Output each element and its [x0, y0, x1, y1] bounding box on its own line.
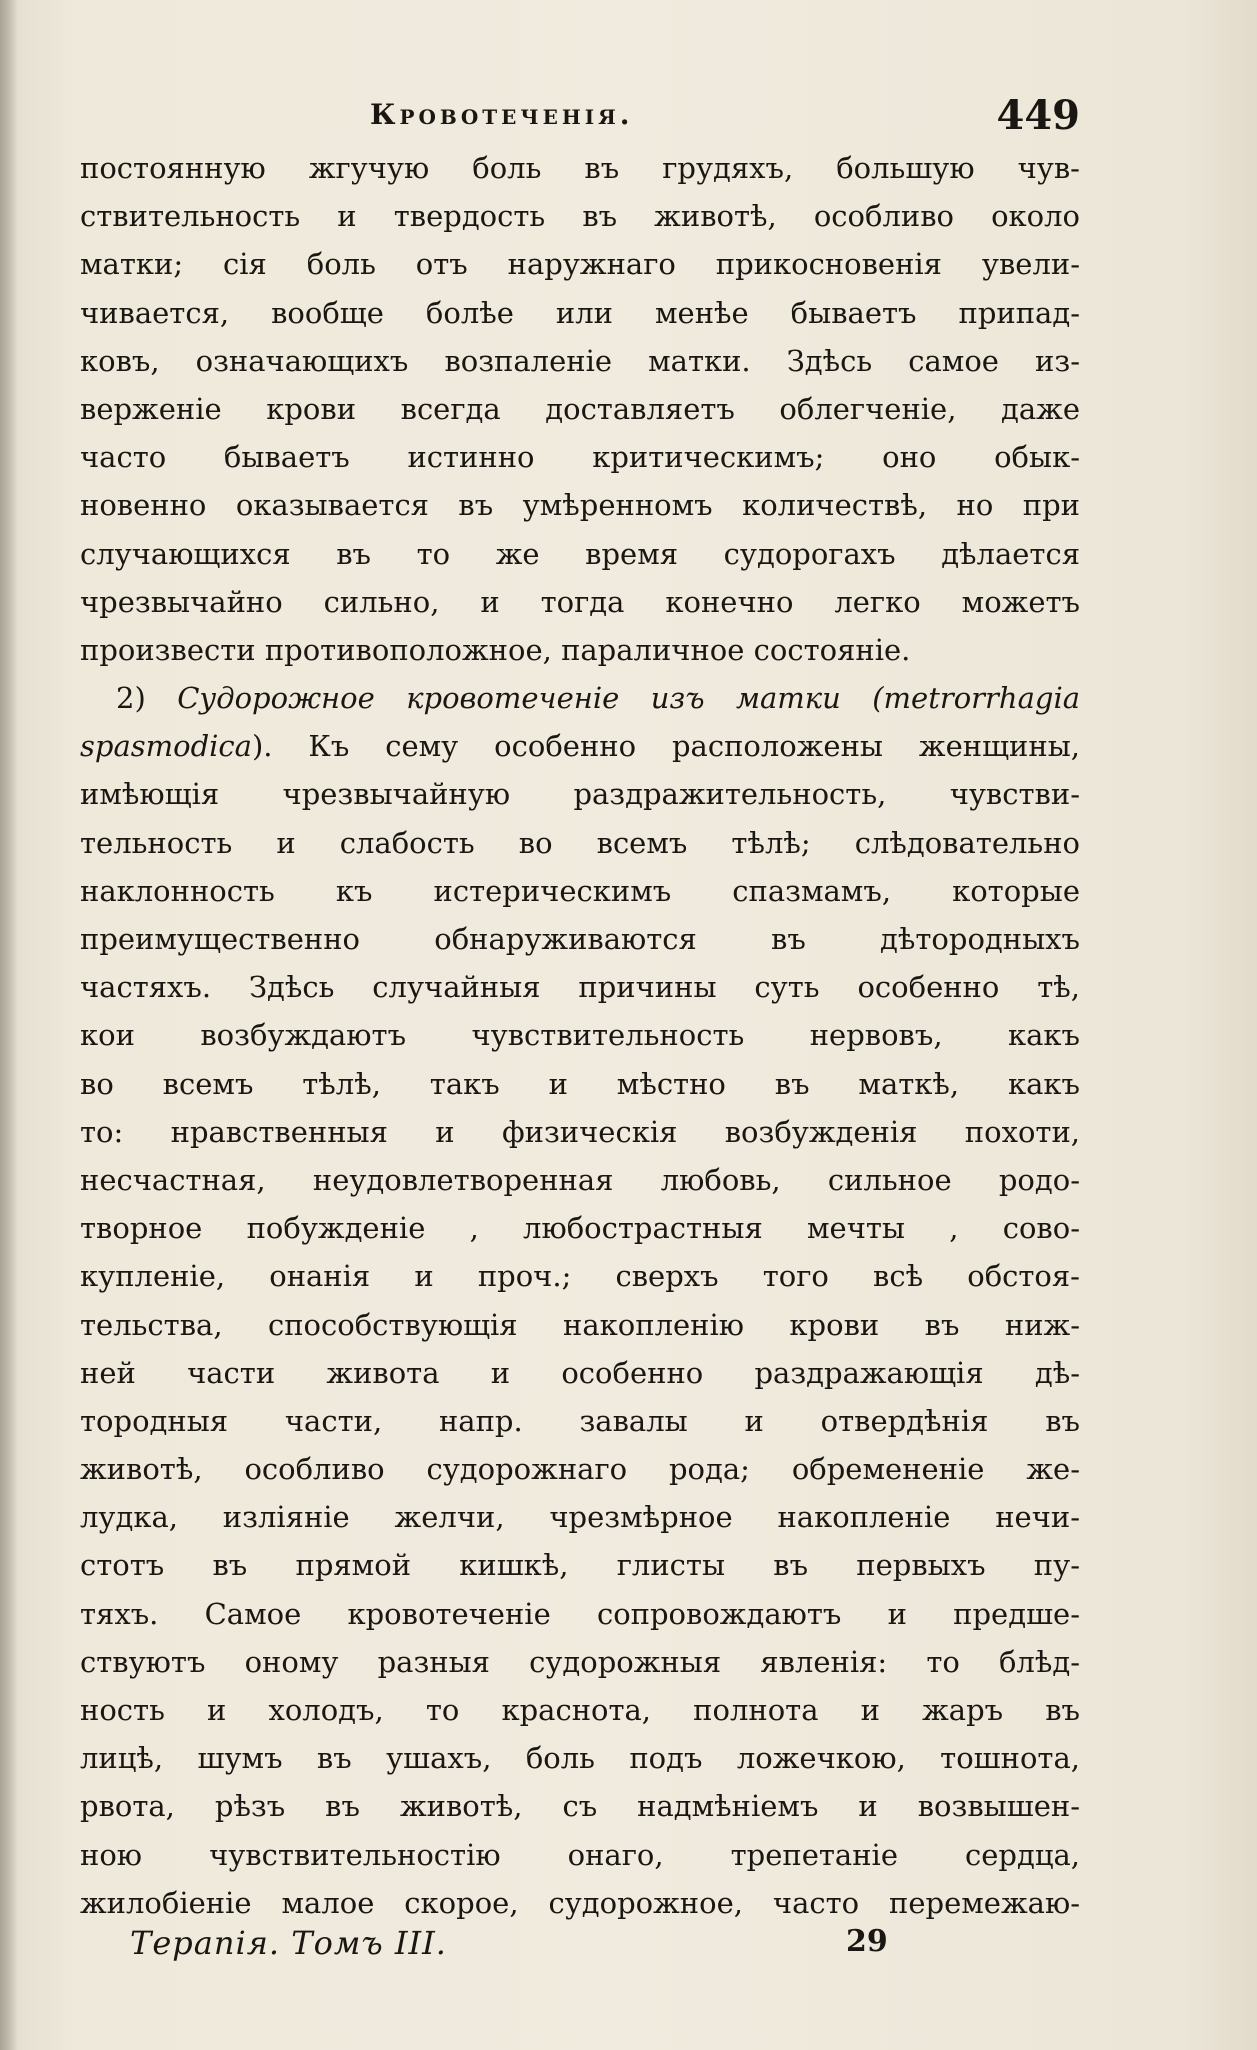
- line-segment: верженіе крови всегда доставляетъ облегченіе, даже: [80, 391, 1080, 426]
- italic-term: Судорожное кровотеченіе изъ матки: [177, 681, 841, 716]
- text-line: [80, 289, 1080, 337]
- line-segment: преимущественно обнаруживаются въ дѣтородныхъ: [80, 922, 1080, 956]
- page-number: 449: [996, 92, 1080, 139]
- page-gutter-shadow: [0, 0, 18, 2050]
- line-segment: тородныя части, напр. завалы и отвердѣнія въ: [80, 1403, 1080, 1438]
- line-segment: произвести противоположное, параличное состояніе.: [80, 632, 911, 667]
- line-segment: ). Къ сему особенно расположены женщины,: [251, 729, 1080, 764]
- text-line: [80, 1252, 1080, 1300]
- signature-line: Терапія. Томъ III.: [130, 1924, 447, 1962]
- text-line: [80, 1734, 1080, 1782]
- page-header: [80, 92, 1080, 152]
- line-segment: лудка, изліяніе желчи, чрезмѣрное накопленіе нечи-: [80, 1500, 1080, 1535]
- text-line: [80, 1156, 1080, 1204]
- italic-term: (metrorrhagia: [872, 681, 1080, 716]
- line-segment: ность и холодъ, то краснота, полнота и жаръ въ: [80, 1693, 1080, 1727]
- text-line: [80, 770, 1080, 818]
- line-segment: ствуютъ оному разныя судорожныя явленія: то блѣд-: [80, 1644, 1080, 1679]
- italic-term: spasmodica: [80, 729, 252, 764]
- running-title: Кровотеченія.: [370, 98, 634, 131]
- text-line: [80, 1638, 1080, 1686]
- line-segment: творное побужденіе , любострастныя мечты , сово-: [80, 1211, 1080, 1246]
- line-segment: случающихся въ то же время судорогахъ дѣлается: [80, 536, 1080, 571]
- text-line: [80, 1493, 1080, 1541]
- line-segment: тяхъ. Самое кровотеченіе сопровождаютъ и предше-: [80, 1596, 1080, 1631]
- sheet-number: 29: [846, 1924, 888, 1959]
- line-segment: животѣ, особливо судорожнаго рода; обремененіе же-: [80, 1452, 1080, 1487]
- line-segment: тельства, способствующія накопленію крови въ ниж-: [80, 1307, 1080, 1342]
- line-segment: во всемъ тѣлѣ, такъ и мѣстно въ маткѣ, какъ: [80, 1066, 1080, 1101]
- text-line: [80, 578, 1080, 626]
- text-line: [80, 1879, 1080, 1927]
- text-line: [80, 1686, 1080, 1734]
- line-segment: наклонность къ истерическимъ спазмамъ, которые: [80, 873, 1080, 908]
- line-segment: ней части живота и особенно раздражающія дѣ-: [80, 1355, 1080, 1390]
- text-line: [80, 963, 1080, 1011]
- text-line: [80, 1349, 1080, 1397]
- text-line: [80, 481, 1080, 529]
- line-segment: чрезвычайно сильно, и тогда конечно легко можетъ: [80, 584, 1080, 619]
- line-segment: постоянную жгучую боль въ грудяхъ, большую чув-: [80, 151, 1080, 185]
- text-line: [80, 1541, 1080, 1589]
- text-line: [80, 240, 1080, 288]
- line-segment: рвота, рѣзъ въ животѣ, съ надмѣніемъ и возвышен-: [80, 1789, 1080, 1824]
- text-line: [80, 626, 1080, 674]
- text-line: [80, 1445, 1080, 1493]
- text-line: [80, 674, 1080, 722]
- text-line: [80, 867, 1080, 915]
- text-line: [80, 1108, 1080, 1156]
- text-line: [80, 1301, 1080, 1349]
- line-segment: частяхъ. Здѣсь случайныя причины суть особенно тѣ,: [80, 970, 1080, 1005]
- text-line: [80, 144, 1080, 192]
- line-segment: то: нравственныя и физическія возбужденія похоти,: [80, 1114, 1080, 1149]
- text-line: [80, 337, 1080, 385]
- line-segment: имѣющія чрезвычайную раздражительность, чувстви-: [80, 777, 1080, 812]
- text-line: [80, 1397, 1080, 1445]
- line-segment: несчастная, неудовлетворенная любовь, сильное родо-: [80, 1162, 1080, 1197]
- text-line: [80, 385, 1080, 433]
- text-line: [80, 722, 1080, 770]
- line-segment: кои возбуждаютъ чувствительность нервовъ, какъ: [80, 1018, 1080, 1053]
- line-segment: новенно оказывается въ умѣренномъ количествѣ, но при: [80, 488, 1080, 523]
- text-line: [80, 530, 1080, 578]
- text-line: [80, 433, 1080, 481]
- line-segment: чивается, вообще болѣе или менѣе бываетъ припад-: [80, 295, 1080, 330]
- line-segment: тельность и слабость во всемъ тѣлѣ; слѣдовательно: [80, 825, 1080, 860]
- text-line: [80, 1590, 1080, 1638]
- line-segment: ковъ, означающихъ возпаленіе матки. Здѣсь самое из-: [80, 343, 1080, 378]
- text-line: [80, 1831, 1080, 1879]
- body-text: [80, 144, 1080, 1927]
- line-segment: купленіе, онанія и проч.; сверхъ того всѣ обстоя-: [80, 1259, 1080, 1294]
- line-segment: жилобіеніе малое скорое, судорожное, часто перемежаю-: [80, 1885, 1080, 1920]
- line-segment: стотъ въ прямой кишкѣ, глисты въ первыхъ пу-: [80, 1548, 1080, 1583]
- line-segment: лицѣ, шумъ въ ушахъ, боль подъ ложечкою, тошнота,: [80, 1741, 1080, 1776]
- text-line: [80, 1782, 1080, 1830]
- text-line: [80, 915, 1080, 963]
- line-segment: часто бываетъ истинно критическимъ; оно обык-: [80, 440, 1080, 475]
- text-line: [80, 819, 1080, 867]
- line-segment: 2): [116, 681, 178, 716]
- text-line: [80, 1011, 1080, 1059]
- text-line: [80, 1060, 1080, 1108]
- line-segment: ствительность и твердость въ животѣ, особливо около: [80, 199, 1080, 234]
- text-line: [80, 192, 1080, 240]
- page-footer: [130, 1924, 930, 1974]
- line-segment: ною чувствительностію онаго, трепетаніе сердца,: [80, 1837, 1080, 1872]
- line-segment: матки; сія боль отъ наружнаго прикосновенія увели-: [80, 247, 1080, 282]
- text-line: [80, 1204, 1080, 1252]
